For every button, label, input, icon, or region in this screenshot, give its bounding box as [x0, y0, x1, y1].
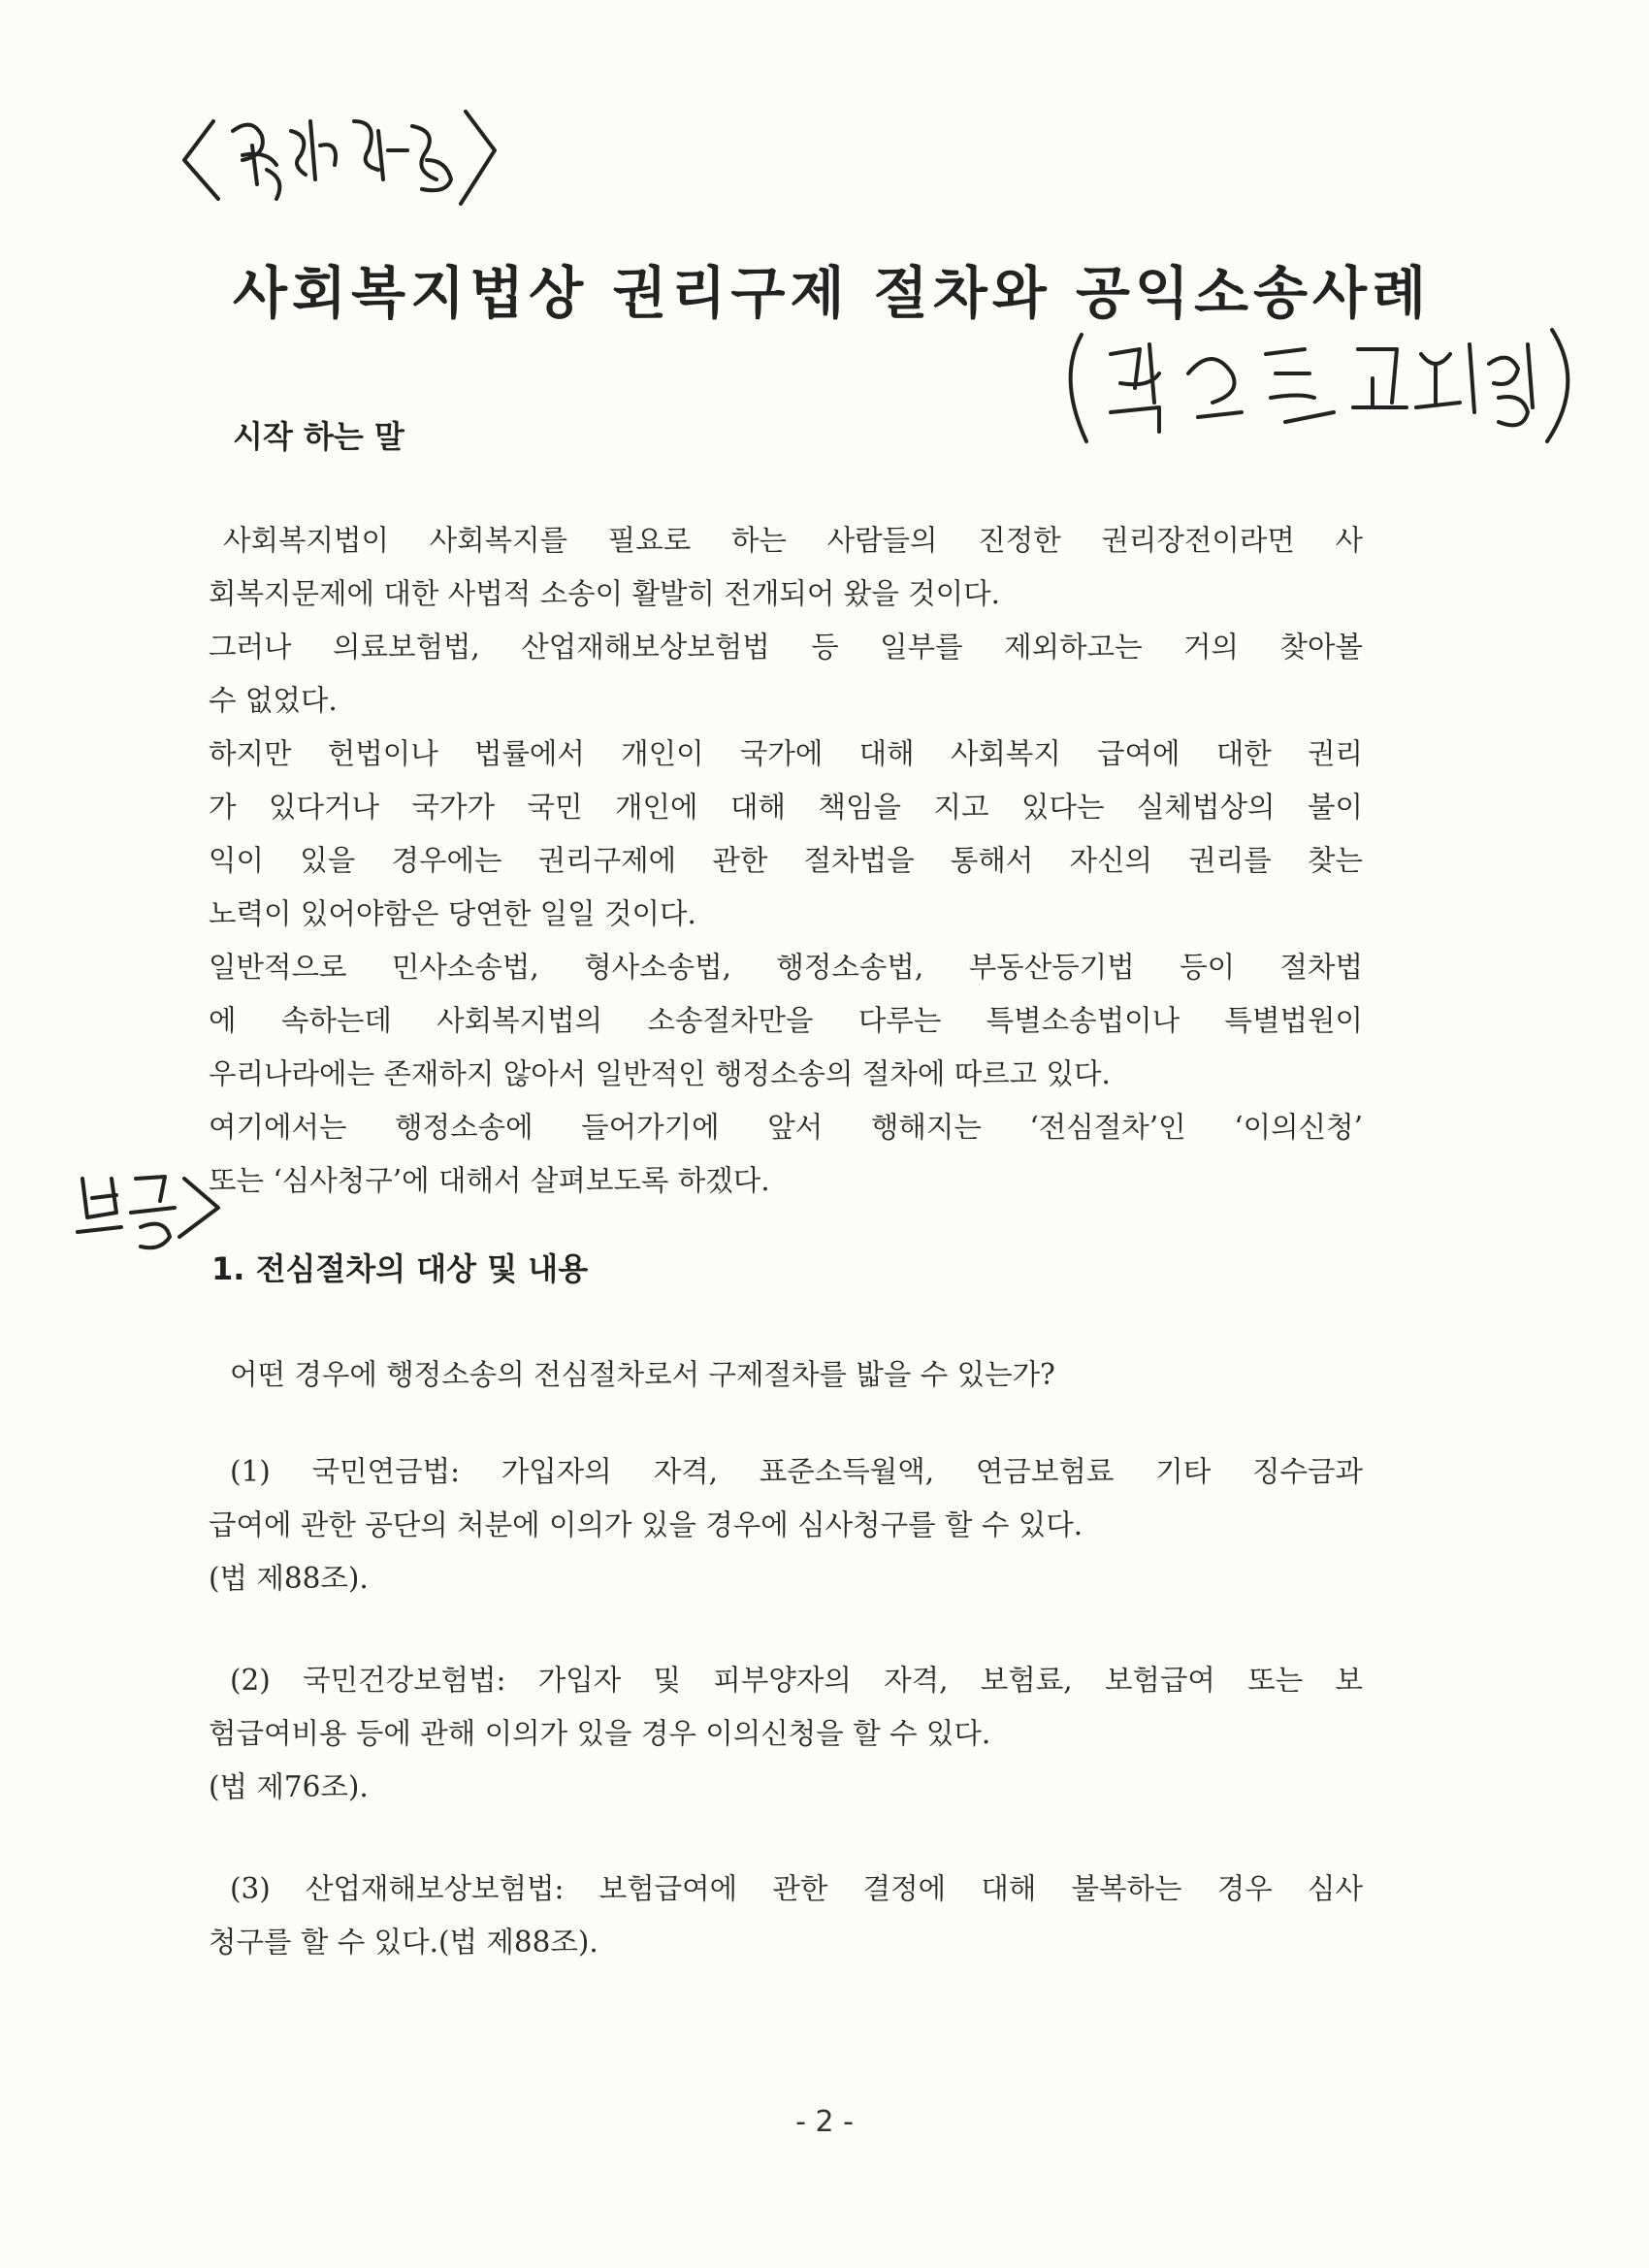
- item-line: 청구를 할 수 있다.(법 제88조).: [209, 1926, 598, 1959]
- item-line: (법 제76조).: [209, 1770, 369, 1803]
- intro-line: 회복지문제에 대한 사법적 소송이 활발히 전개되어 왔을 것이다.: [209, 577, 1000, 610]
- intro-line: 하지만 헌법이나 법률에서 개인이 국가에 대해 사회복지 급여에 대한 권리: [209, 737, 1363, 770]
- section-1-question: [209, 1348, 1363, 1402]
- intro-line: 에 속하는데 사회복지법의 소송절차만을 다루는 특별소송법이나 특별법원이: [209, 1004, 1363, 1037]
- intro-line: 익이 있을 경우에는 권리구제에 관한 절차법을 통해서 자신의 권리를 찾는: [209, 844, 1363, 877]
- item-line: (1) 국민연금법: 가입자의 자격, 표준소득월액, 연금보험료 기타 징수금과: [230, 1455, 1363, 1488]
- intro-line: 그러나 의료보험법, 산업재해보상보험법 등 일부를 제외하고는 거의 찾아볼: [209, 631, 1363, 664]
- intro-line: 사회복지법이 사회복지를 필요로 하는 사람들의 진정한 권리장전이라면 사: [223, 524, 1363, 557]
- intro-line: 우리나라에는 존재하지 않아서 일반적인 행정소송의 절차에 따르고 있다.: [209, 1057, 1111, 1090]
- section-1-heading: 1. 전심절차의 대상 및 내용: [211, 1250, 589, 1287]
- intro-line: 가 있다거나 국가가 국민 개인에 대해 책임을 지고 있다는 실체법상의 불이: [209, 791, 1363, 824]
- item-line: (2) 국민건강보험법: 가입자 및 피부양자의 자격, 보험료, 보험급여 또는 보: [230, 1664, 1363, 1697]
- item-line: (법 제88조).: [209, 1562, 369, 1595]
- intro-heading: 시작 하는 말: [233, 418, 404, 455]
- intro-line: 수 없었다.: [209, 684, 338, 717]
- item-line: (3) 산업재해보상보험법: 보험급여에 관한 결정에 대해 불복하는 경우 심사: [230, 1872, 1363, 1905]
- intro-paragraph: [209, 514, 1363, 1208]
- list-item: [209, 1445, 1363, 1605]
- page-number: - 2 -: [795, 2105, 854, 2139]
- item-line: 급여에 관한 공단의 처분에 이의가 있을 경우에 심사청구를 할 수 있다.: [209, 1508, 1083, 1541]
- question-line: 어떤 경우에 행정소송의 전심절차로서 구제절차를 밟을 수 있는가?: [230, 1358, 1055, 1391]
- intro-line: 노력이 있어야함은 당연한 일일 것이다.: [209, 897, 696, 930]
- list-item: [209, 1863, 1363, 1969]
- handwritten-note-author: [1052, 315, 1596, 451]
- handwritten-note-reference: [175, 92, 504, 218]
- intro-line: 또는 ‘심사청구’에 대해서 살펴보도록 하겠다.: [209, 1164, 770, 1197]
- intro-line: 여기에서는 행정소송에 들어가기에 앞서 행해지는 ‘전심절차’인 ‘이의신청’: [209, 1111, 1363, 1144]
- intro-line: 일반적으로 민사소송법, 형사소송법, 행정소송법, 부동산등기법 등이 절차법: [209, 951, 1363, 984]
- list-item: [209, 1654, 1363, 1814]
- handwritten-margin-note: [73, 1159, 228, 1256]
- item-line: 험급여비용 등에 관해 이의가 있을 경우 이의신청을 할 수 있다.: [209, 1717, 991, 1750]
- document-title: 사회복지법상 권리구제 절차와 공익소송사례: [233, 260, 1432, 326]
